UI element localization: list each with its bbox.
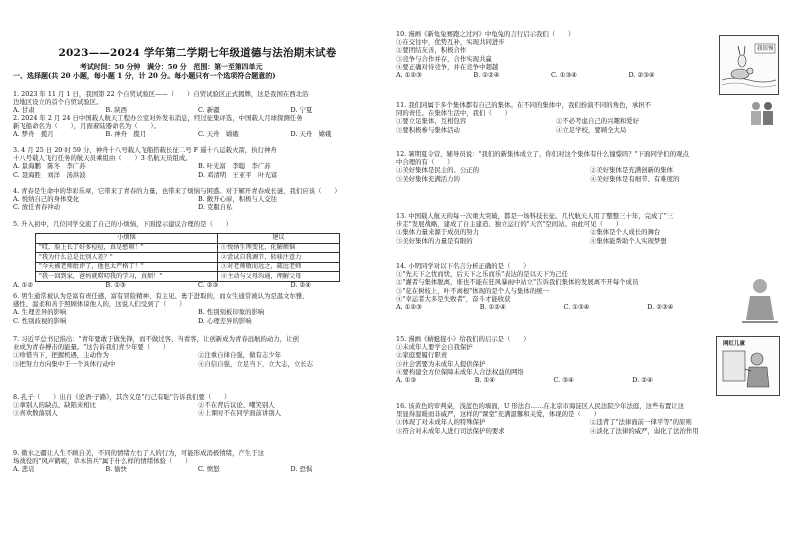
internet-child-cartoon	[716, 336, 780, 396]
table-row: "今天被老师批评了，他也太严格了！" ③对老师敬而远之，疏远老师	[36, 262, 340, 272]
question-9: 9. 微水之疆让人生不顾自美，不同的情绪左右了人的行为，可能形成消极情绪，产生于这 场战役的"风声鹤唳，草木皆兵"属于什么样的情绪体验（ ） A. 悲哀 B. 愉快 C. 愤怒 D. 恐惧	[13, 449, 383, 474]
options: A. 甘肃 B. 陕西 C. 新疆 D. 宁夏	[13, 106, 313, 115]
question-8: 8. 孔子（ ）出自《论语·子路》，其含义是"行己有耻"告诉我们要（ ） ①拿别人的缺点、缺陷来相比 ②不在背后议论、嘲笑别人 ③喜欢数落别人 ④上课时不在同学面前讲别人	[13, 393, 383, 418]
table-header: 小烦恼 建议	[36, 234, 340, 244]
question-5-options: A. ①② B. ①③ C. ②③ D. ②④	[13, 281, 311, 289]
question-11: 11. 我们同属于多个集体都有自己的集体。在不同的集体中，我们扮演不同的角色，承担不 同的责任。在集体生活中，我们（ ） ①要立足集体，互相包容 ②不必考虑自己的兴趣和爱好 ③要积极参与集体活动 ④立足学校，要顾全大局	[396, 101, 716, 134]
question-7: 7. 习近平总书记指出："青年要敢于做先锋，而不做过客、当看客，让创新成为青春远航的动力，让创 业成为青春搏击的能量。"这告诉我们青少年要（ ） ①珍惜当下，把握机遇，主动作为 ②注重自律自强，做有志少年 ③把努力方向集中于一个具体行动中 ④自信自强，立足当下，立大志，立长志	[13, 335, 383, 368]
question-4: 4. 青春是生命中的华彩乐章，它带来了青春的力量，也带来了烦恼与困惑。对于解开青春成长谜，我们应该（ ） A. 悦纳自己的身体变化 B. 敞开心扉，积极与人交往 C. 放任青春冲动 D. 克服自私	[13, 187, 383, 212]
question-1: 1. 2023 年 11 月 1 日，我国第 22 个自贸试验区——（ ）自贸试验区正式揭牌，这是我国在西北沿 边地区设立的首个自贸试验区。 A. 甘肃 B. 陕西 C. 新疆 D. 宁夏	[13, 90, 383, 115]
exam-info: 考试时间：50 分钟 满分：50 分 范围：第一至第四单元	[80, 63, 263, 71]
question-5: 5. 升入初中，几位同学交流了自己的小烦恼，下面提示建议合理的是（ ）	[13, 220, 233, 228]
options: A. ①②③ B. ①②④ C. ①③④ D. ②③④	[396, 70, 655, 79]
child-figure	[736, 276, 784, 330]
question-12: 12. 暑期夏令营，辅导员说："我们的新集体成立了，你们对这个集体有什么憧憬吗？"下面同学们的观点 中合理的有（ ） ①美好集体是民主的、公正的 ②美好集体是充满创新的集体 ③美好集体充满活力的 ④美好集体是有细节、有难度的	[396, 150, 784, 183]
question-6: 6. 男生通常被认为是富有责任感、富有冒险精神、有主见、勇于进取的，而女生通常被认为是温文尔雅、 感性、温柔和善于照顾体谅他人的，这说人们受到了（ ） A. 生理差异的影响 B. 性别刻板印象的影响 C. 性别歧视的影响 D. 心理差异的影响	[13, 292, 383, 325]
options: ①集体力量来源于成员的努力 ②集体是个人成长的舞台	[396, 228, 661, 237]
options: ①珍惜当下，把握机遇，主动作为 ②注重自律自强，做有志少年	[13, 351, 282, 360]
options: ①拿别人的缺点、缺陷来相比 ②不在背后议论、嘲笑别人	[13, 401, 275, 410]
question-13: 13. 中国载人航天的每一次重大突破，都是一场科技长征。几代航天人用了整整三十年，完成了"三 步走"发展战略，建成了自主建造、独立运行的"天宫"空间站。由此可见（ ） ①集体力量来源于成员的努力 ②集体是个人成长的舞台 ③美好集体的力量是有限的 ④集体能帮助个人实现梦想	[396, 212, 784, 245]
options: ①体现了对未成年人的特殊保护 ②违背了"法律面前一律平等"的原则	[396, 418, 692, 427]
hint-table	[35, 233, 340, 282]
section-heading: 一、选择题(共 20 小题，每小题 1 分，计 20 分。每小题只有一个选项符合题意的)	[13, 71, 276, 80]
child-illustration	[736, 276, 784, 330]
question-10: 10. 漫画《新龟兔赛跑之过河》中龟兔的言行启示我们（ ） ①在交往中，优势互补，实现共同进步 ②要团结友善，积极合作 ③竞争与合作并存，合作实现共赢 ④要正确对待竞争，并在竞争中超越 A. ①②③ B. ①②④ C. ①③④ D. ②③④	[396, 30, 706, 79]
cartoon-drawing	[720, 36, 778, 94]
options: A. ①③ B. ①④ C. ③④ D. ②④	[396, 375, 653, 384]
question-3: 3. 4 月 25 日 20 时 59 分，神舟十八号载人飞船搭载长征二号 F 遥十八运载火箭，执行神舟 十八号载人飞行任务的航天员乘组由（ ）3 名航天员组成。 A. 景海鹏 陈冬 李广苏 B. 叶光富 李聪 李广苏 C. 聂海胜 刘洋 汤洪波 D. 邓清明 王亚平 叶光富	[13, 146, 383, 179]
options: A. 生理差异的影响 B. 性别刻板印象的影响	[13, 308, 265, 317]
options: A. 悲哀 B. 愉快 C. 愤怒 D. 恐惧	[13, 465, 313, 474]
options: A. 悦纳自己的身体变化 B. 敞开心扉，积极与人交往	[13, 195, 278, 204]
question-14: 14. 小明同学对以下名言分析正确的是（ ） ①"先天下之忧而忧，后天下之乐而乐"表达的是以天下为己任 ②"灌者与集体脱离，谁也不能在狂风暴雨中站立"告诉我们集体的发展离不开每个成员 ③"花在树枝上，叶不离根"体现的是个人与集体的统一 ④"幸运者大多是失败者"，奋斗才能收获 A. ①②③ B. ①②④ C. ①③④ D. ②③④	[396, 262, 731, 311]
page-title: 2023——2024 学年第二学期七年级道德与法治期末试卷	[58, 47, 337, 59]
turtle-rabbit-cartoon	[719, 35, 779, 95]
options: A. 梦舟 揽月 B. 神舟 揽月 C. 天舟 嫦娥 D. 天舟 嫦娥	[13, 130, 332, 139]
table-row: "我为什么总是比别人差？" ②尝试自我调节，转移注意力	[36, 253, 340, 263]
table-row: "哎，脸上长了好多痘痘，真是愁呀！" ①悦纳生理变化，化解烦恼	[36, 243, 340, 253]
group-illustration	[746, 98, 778, 132]
options: ①美好集体是民主的、公正的 ②美好集体是充满创新的集体	[396, 166, 674, 175]
options: ①要立足集体，互相包容 ②不必考虑自己的兴趣和爱好	[396, 117, 640, 126]
options: A. ①②③ B. ①②④ C. ①③④ D. ②③④	[396, 302, 674, 311]
question-2: 2. 2024 年 2 月 24 日中国载人航天工程办公室对外发布消息，经过征集评选，中国载人月球探测任务 新飞船命名为（ ），月面着陆器命名为（ ）。 A. 梦舟 揽月 B. 神舟 揽月 C. 天舟 嫦娥 D. 天舟 嫦娥	[13, 114, 383, 139]
people-icon	[746, 98, 778, 132]
question-15: 15. 漫画《蜻蜓捉小》给我们的启示是（ ） ①未成年人要学会自我保护 ②家庭要履行职责 ③社会需要为未成年人提供保护 ④要构建全方位保障未成年人合法权益的网络 A. ①③ B. ①④ C. ③④ D. ②④	[396, 335, 711, 384]
cartoon-caption: 我很慢	[757, 46, 774, 52]
question-16: 16. 该黄色的审判桌，浅蓝色的墙面，U 形法台……在北京市海淀区人民法院少年法庭，这些布置让这 里显得温暖而非威严，这样的"课堂"充满温馨和关爱，体现的是（ ） ①体现了对未成年人的特殊保护 ②违背了"法律面前一律平等"的原则 ③符合对未成年人进行司法保护的要求 ④淡化了法律的威严，弱化了法治作用	[396, 402, 784, 435]
options: A. 景海鹏 陈冬 李广苏 B. 叶光富 李聪 李广苏	[13, 162, 271, 171]
cartoon-caption: 网红儿童	[723, 341, 746, 347]
table-row: "我一回到家，爸妈就唠叨我的学习，真烦！" ④主动与父母沟通，理解父母	[36, 272, 340, 282]
